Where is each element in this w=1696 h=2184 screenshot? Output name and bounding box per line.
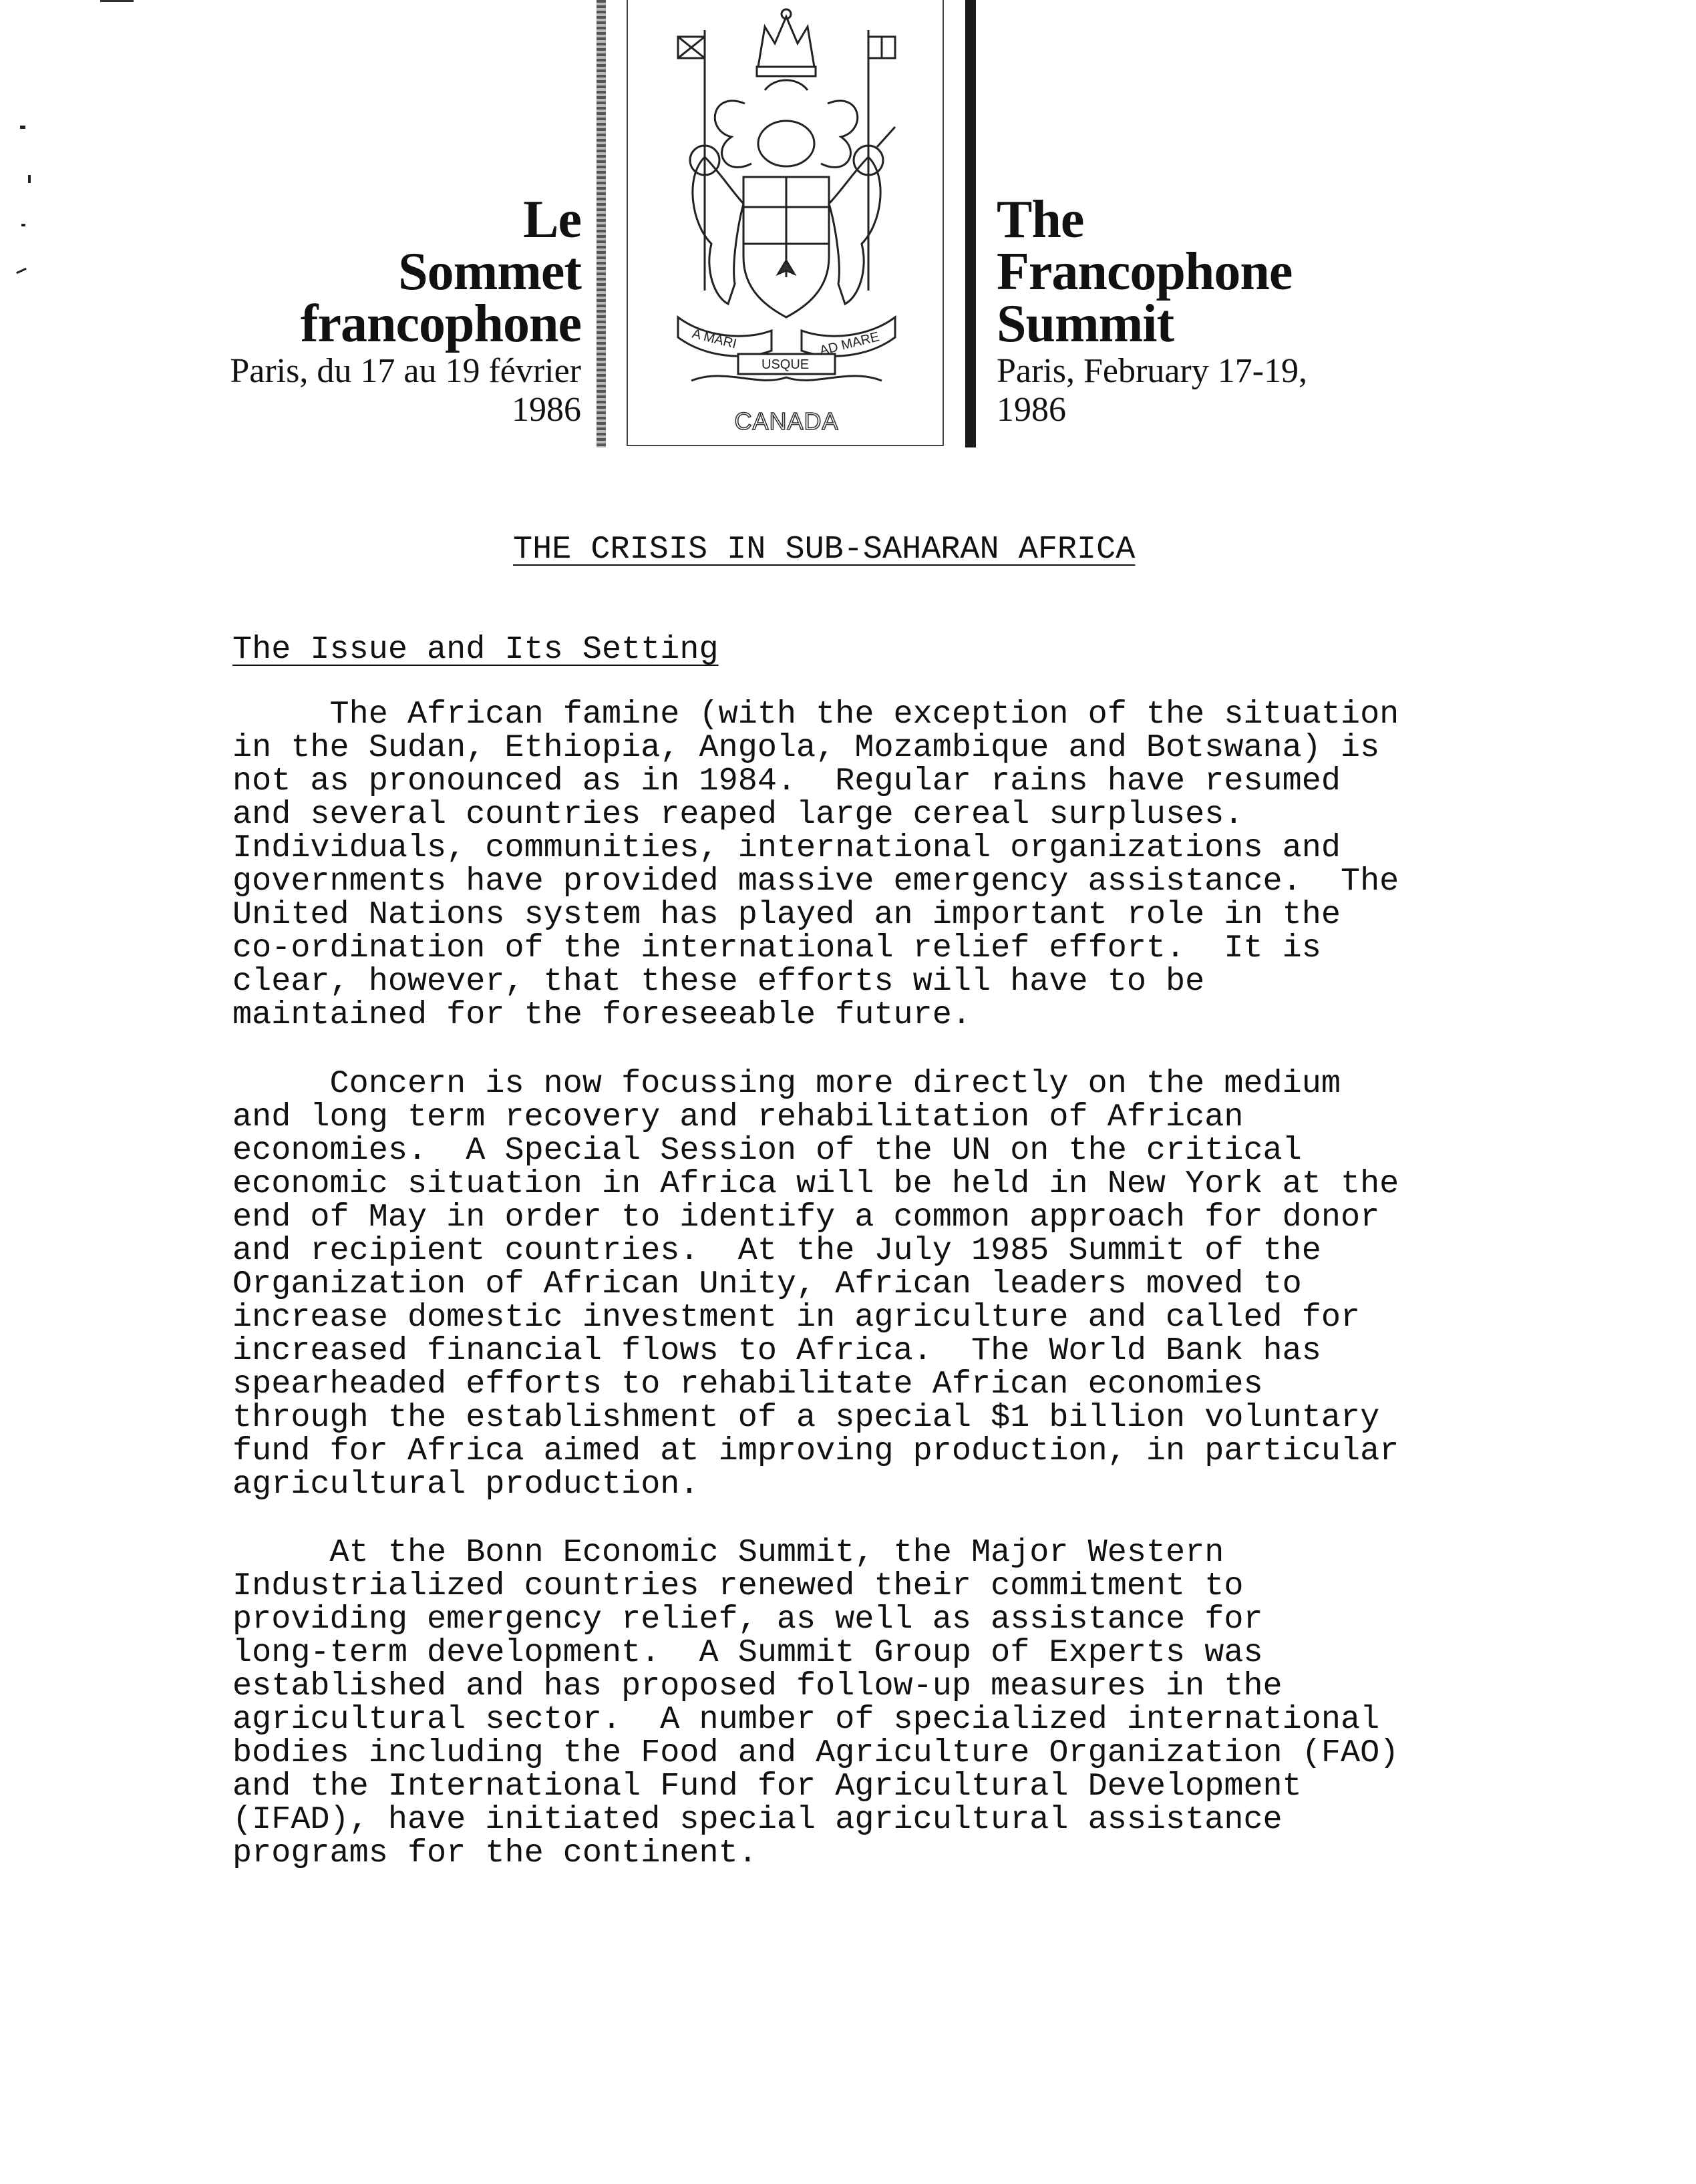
english-year: 1986 xyxy=(997,391,1066,429)
english-title-line: The xyxy=(997,190,1084,249)
scan-speck xyxy=(21,224,25,226)
emblem-frame xyxy=(597,0,976,447)
paragraph: Concern is now focussing more directly on the medium and long term recovery and rehabilitation of African economies. A Special Session of the UN on the critical economic situation in Africa will be held in New York at the end of May in order to identify a common approach for donor and recipient countries. At the July 1985 Summit of the Organization of African Unity, African leaders moved to increase domestic investment in agriculture and called for increased financial flows to Africa. The World Bank has spearheaded efforts to rehabilitate African economies through the establishment of a special $1 billion voluntary fund for Africa aimed at improving production, in particular agricultural production. xyxy=(232,1065,1399,1503)
scan-rule-mark xyxy=(100,0,134,2)
motto-left: A MARI xyxy=(690,326,738,352)
french-title-line: Sommet xyxy=(398,242,581,301)
english-date: Paris, February 17-19, xyxy=(997,352,1308,390)
emblem-box xyxy=(627,0,944,446)
french-year: 1986 xyxy=(512,391,581,429)
canada-label: CANADA xyxy=(734,407,839,435)
frame-bar-left xyxy=(597,0,606,447)
french-title-line: francophone xyxy=(300,295,581,353)
french-date: Paris, du 17 au 19 février xyxy=(230,352,581,390)
document-title: THE CRISIS IN SUB-SAHARAN AFRICA xyxy=(513,531,1136,568)
scan-speck xyxy=(20,126,25,129)
english-title-line: Summit xyxy=(997,295,1174,353)
french-header xyxy=(230,190,581,429)
paragraph: The African famine (with the exception of the situation in the Sudan, Ethiopia, Angola, Mozambique and Botswana) is not as pronounced as in 1984. Regular rains have resumed and several countries reaped large cereal surpluses. Individuals, communities, international organizations and governments have provided massive emergency assistance. The United Nations system has played an important role in the co-ordination of the international relief effort. It is clear, however, that these efforts will have to be maintained for the foreseeable future. xyxy=(232,696,1399,1033)
english-header xyxy=(997,190,1308,429)
canada-coat-of-arms-icon xyxy=(665,3,908,404)
section-heading: The Issue and Its Setting xyxy=(232,631,719,668)
scan-speck xyxy=(16,268,27,274)
motto-scroll: USQUE xyxy=(761,357,810,372)
french-title-line: Le xyxy=(523,190,581,249)
frame-bar-right xyxy=(965,0,976,447)
english-title-line: Francophone xyxy=(997,242,1293,301)
paragraph: At the Bonn Economic Summit, the Major Western Industrialized countries renewed their commitment to providing emergency relief, as well as assistance for long-term development. A Summit Group of Experts was established and has proposed follow-up measures in the agricultural sector. A number of specialized international bodies including the Food and Agriculture Organization (FAO) and the International Fund for Agricultural Development (IFAD), have initiated special agricultural assistance programs for the continent. xyxy=(232,1534,1399,1871)
scan-speck xyxy=(28,175,31,183)
motto-right: AD MARE xyxy=(818,329,881,359)
